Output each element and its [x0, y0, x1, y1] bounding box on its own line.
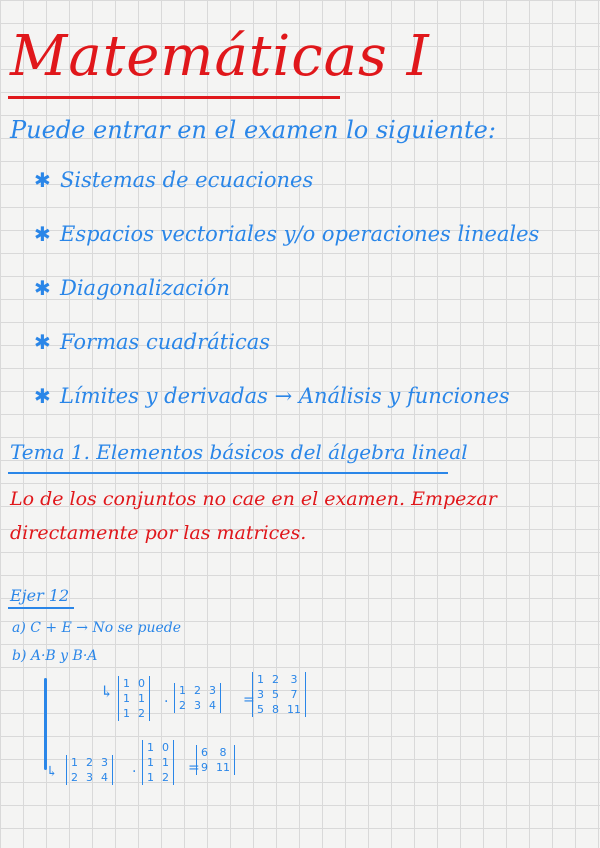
matrix-cell: 2: [272, 673, 279, 686]
matrix-cell: 7: [290, 688, 298, 701]
matrix-cell: 3: [194, 699, 201, 712]
note-line-1: Lo de los conjuntos no cae en el examen. Empezar: [10, 488, 497, 510]
note-line-2: directamente por las matrices.: [10, 522, 307, 544]
matrix-cell: 1: [123, 692, 130, 705]
bullet-star-icon: ✱: [34, 330, 51, 354]
arrow-right-icon: ↳: [100, 682, 114, 701]
bullet-star-icon: ✱: [34, 384, 51, 408]
matrix-table: [252, 672, 306, 717]
topic-label: Espacios vectoriales y/o operaciones lineales: [60, 222, 540, 246]
arrow-right-icon: ↳: [46, 764, 58, 780]
topic-item: [34, 222, 539, 246]
matrix-cell: 1: [71, 756, 78, 769]
matrix-cell: 3: [86, 771, 93, 784]
matrix-cell: 3: [209, 684, 216, 697]
topic-label: Límites y derivadas → Análisis y funciones: [60, 384, 510, 408]
bullet-star-icon: ✱: [34, 222, 51, 246]
matrix-cell: 1: [147, 756, 154, 769]
matrix-cell: 3: [290, 673, 298, 686]
multiply-sign: ·: [132, 764, 137, 780]
matrix-cell: 1: [147, 741, 154, 754]
matrix-cell: 2: [194, 684, 201, 697]
matrix-cell: 2: [86, 756, 93, 769]
matrix-cell: 0: [138, 677, 145, 690]
bullet-star-icon: ✱: [34, 276, 51, 300]
matrix-cell: 1: [147, 771, 154, 784]
matrix-b: [66, 755, 113, 785]
matrix-cell: 8: [219, 746, 227, 759]
matrix-cell: 1: [257, 673, 264, 686]
equals-sign: =: [243, 692, 255, 708]
title-underline: [8, 96, 340, 99]
topic-label: Sistemas de ecuaciones: [60, 168, 314, 192]
multiply-sign: ·: [164, 694, 169, 710]
bullet-star-icon: ✱: [34, 168, 51, 192]
exercise-label: Ejer 12: [10, 586, 70, 605]
matrix-cell: 8: [272, 703, 279, 716]
matrix-cell: 11: [216, 761, 230, 774]
part-b: b) A·B y B·A: [12, 648, 98, 664]
topic-label: Formas cuadráticas: [60, 330, 271, 354]
topic-item: [34, 384, 510, 408]
part-a: a) C + E → No se puede: [12, 620, 182, 636]
matrix-cell: 3: [257, 688, 264, 701]
matrix-cell: 5: [272, 688, 279, 701]
matrix-table: [174, 683, 221, 713]
matrix-a: [142, 740, 174, 785]
matrix-cell: 3: [101, 756, 108, 769]
topic-label: Diagonalización: [60, 276, 230, 300]
matrix-result: [196, 745, 235, 775]
matrix-cell: 5: [257, 703, 264, 716]
matrix-cell: 4: [209, 699, 216, 712]
matrix-cell: 9: [201, 761, 208, 774]
matrix-cell: 2: [179, 699, 186, 712]
matrix-cell: 4: [101, 771, 108, 784]
matrix-cell: 1: [179, 684, 186, 697]
intro-text: Puede entrar en el examen lo siguiente:: [10, 116, 496, 144]
topic-item: [34, 330, 270, 354]
topic-item: [34, 276, 230, 300]
matrix-table: [196, 745, 235, 775]
matrix-cell: 11: [287, 703, 301, 716]
matrix-table: [142, 740, 174, 785]
matrix-cell: 1: [123, 677, 130, 690]
section-heading: Tema 1. Elementos básicos del álgebra lineal: [10, 440, 468, 464]
section-underline: [8, 472, 448, 474]
matrix-result: [252, 672, 306, 717]
matrix-cell: 2: [138, 707, 145, 720]
exercise-underline: [8, 607, 74, 609]
matrix-cell: 2: [162, 771, 169, 784]
matrix-table: [66, 755, 113, 785]
page-title: Matemáticas I: [10, 24, 430, 89]
matrix-cell: 1: [162, 756, 169, 769]
matrix-cell: 1: [123, 707, 130, 720]
matrix-table: [118, 676, 150, 721]
matrix-a: [118, 676, 150, 721]
matrix-cell: 1: [138, 692, 145, 705]
matrix-cell: 6: [201, 746, 208, 759]
matrix-cell: 0: [162, 741, 169, 754]
equals-sign: =: [188, 760, 200, 776]
matrix-b: [174, 683, 221, 713]
bracket-line: [44, 678, 47, 770]
matrix-cell: 2: [71, 771, 78, 784]
topic-item: [34, 168, 313, 192]
